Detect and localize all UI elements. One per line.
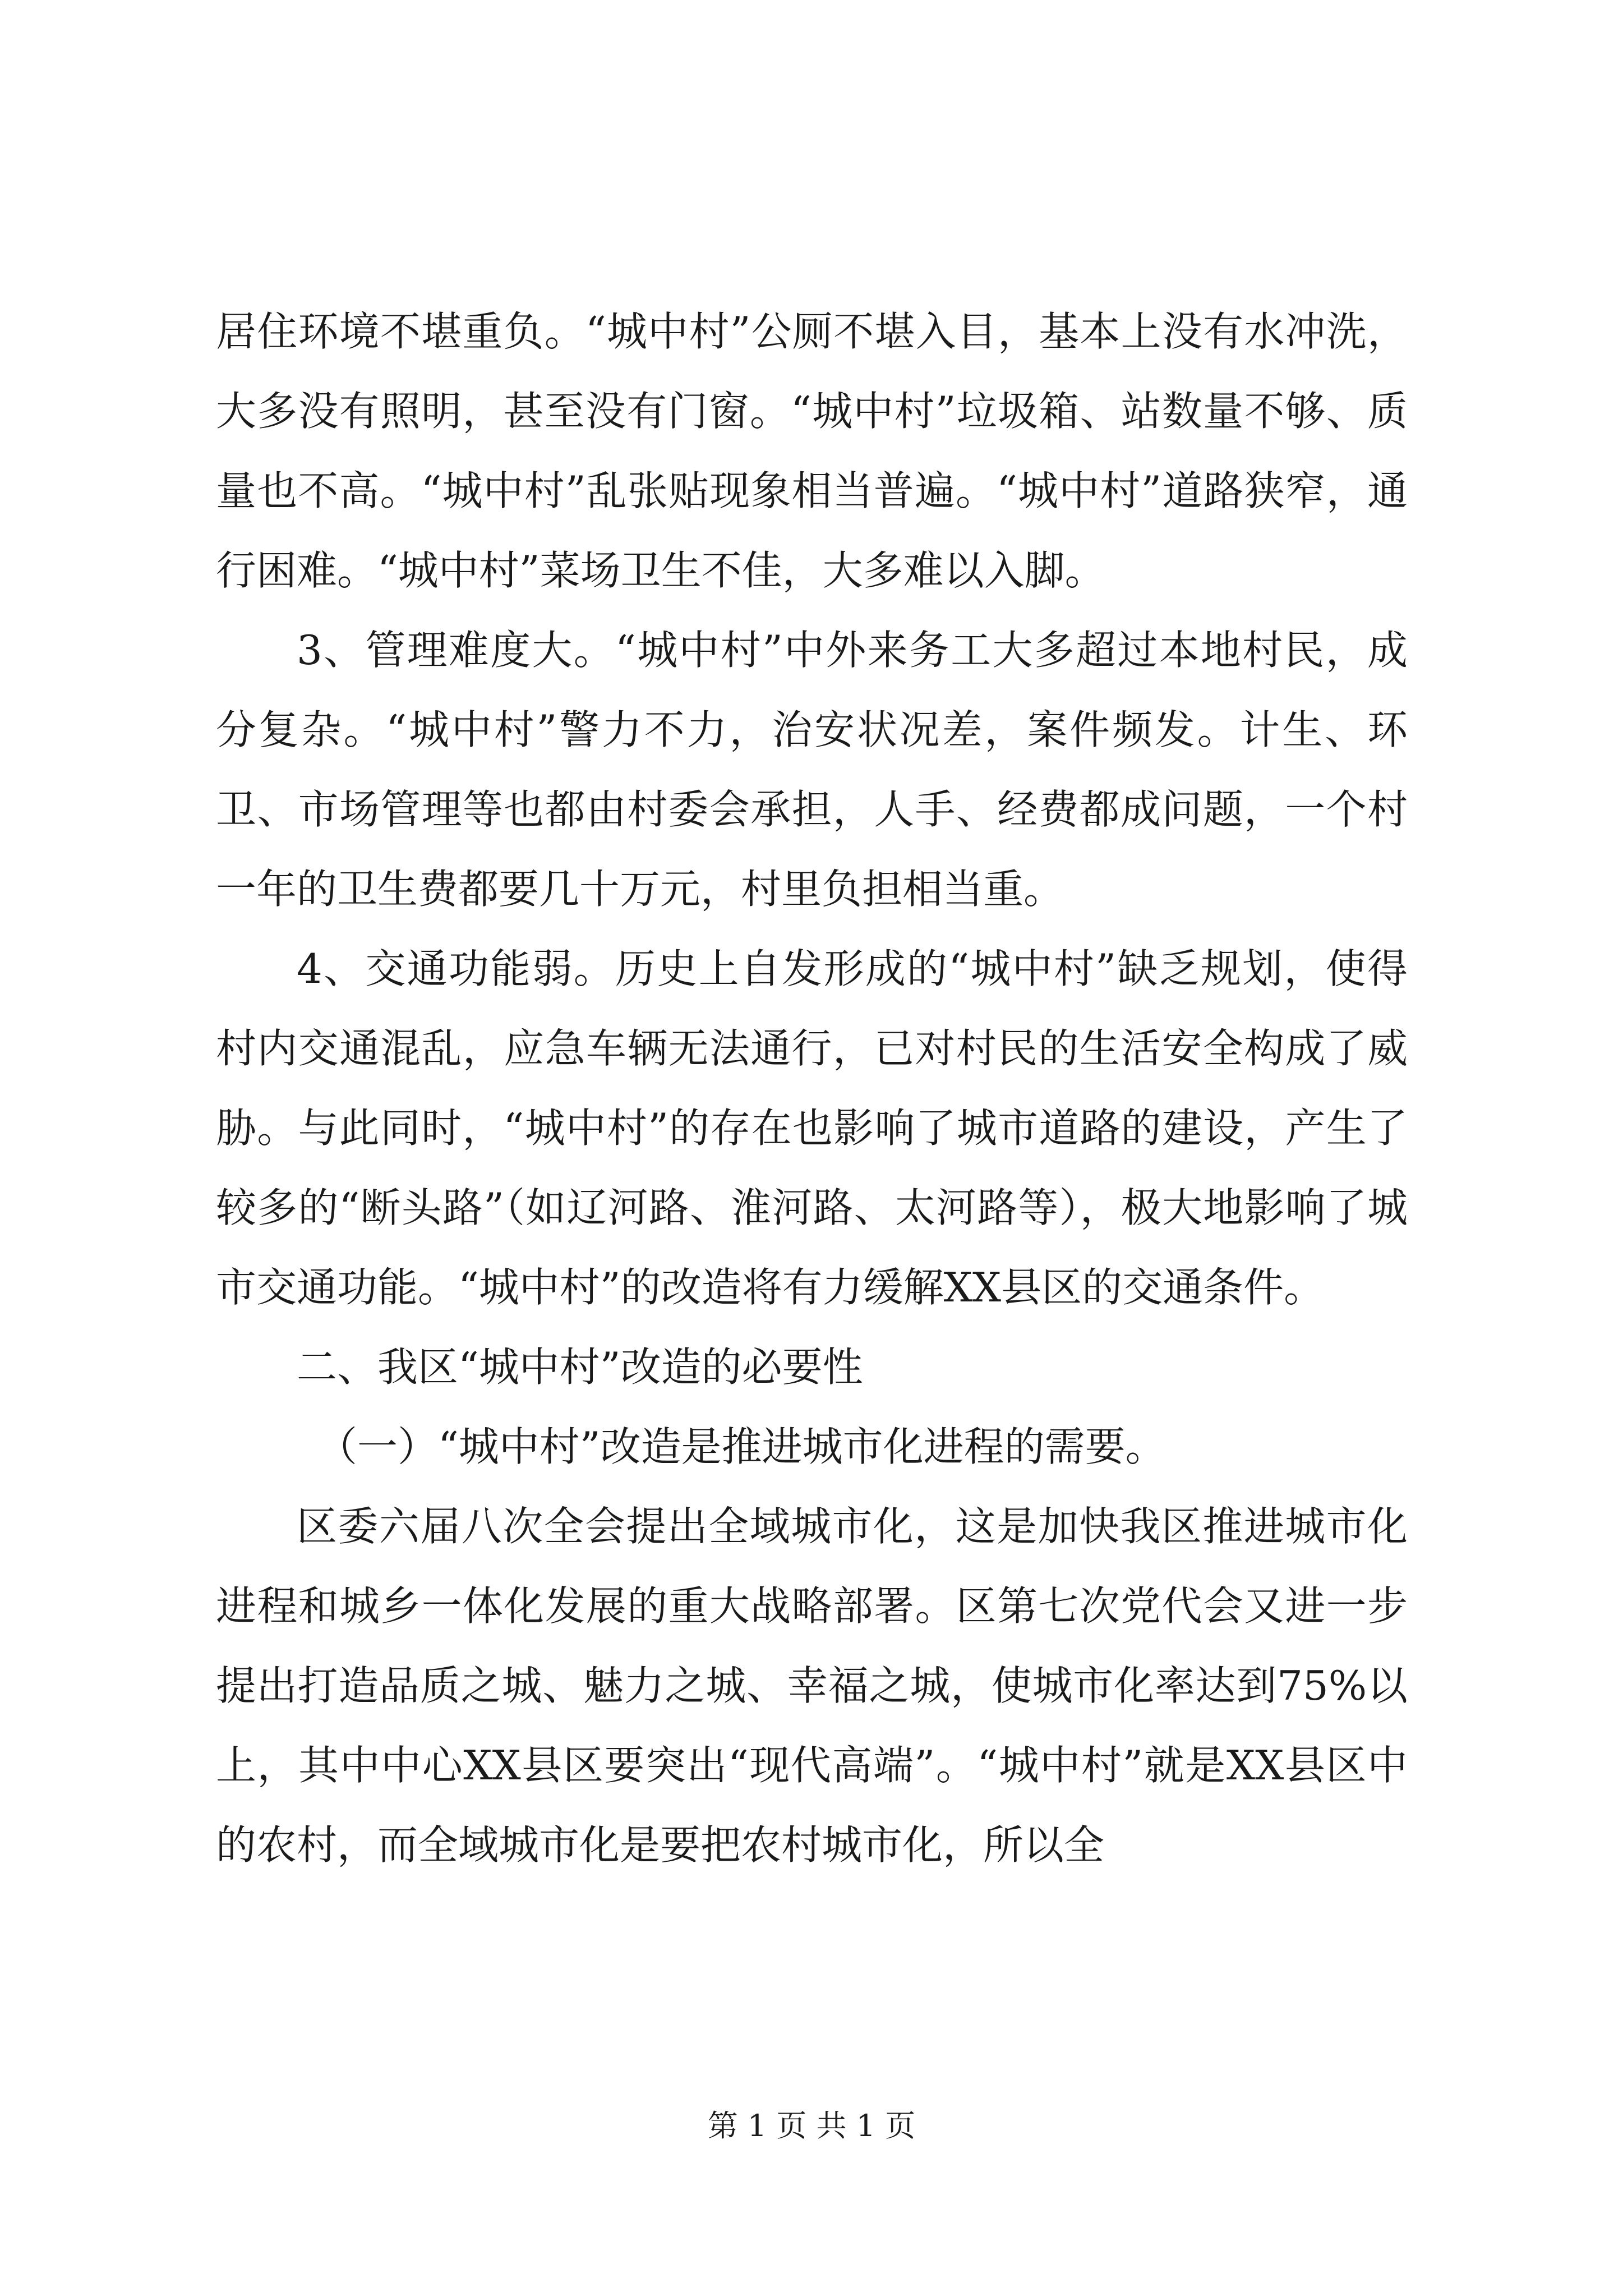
section-heading-necessity: 二、我区“城中村”改造的必要性 <box>297 1343 863 1391</box>
document-body <box>216 292 1408 1885</box>
paragraph-urbanization-strategy: 区委六届八次全会提出全域城市化，这是加快我区推进城市化进程和城乡一体化发展的重大战略部署。区第七次党代会又进一步提出打造品质之城、魅力之城、幸福之城，使城市化率达到75%以上，其中中心XX县区要突出“现代高端”。“城中村”就是XX县区中的农村，而全域城市化是要把农村城市化，所以全 <box>216 1503 1408 1869</box>
paragraph-living-environment: 居住环境不堪重负。“城中村”公厕不堪入目，基本上没有水冲洗，大多没有照明，甚至没有门窗。“城中村”垃圾箱、站数量不够、质量也不高。“城中村”乱张贴现象相当普遍。“城中村”道路狭窄，通行困难。“城中村”菜场卫生不佳，大多难以入脚。 <box>216 308 1408 594</box>
page-footer: 第 1 页 共 1 页 <box>707 2108 916 2143</box>
paragraph-traffic-function: 4、交通功能弱。历史上自发形成的“城中村”缺乏规划，使得村内交通混乱，应急车辆无法通行，已对村民的生活安全构成了威胁。与此同时，“城中村”的存在也影响了城市道路的建设，产生了较多的“断头路”（如辽河路、淮河路、太河路等），极大地影响了城市交通功能。“城中村”的改造将有力缓解XX县区的交通条件。 <box>216 945 1408 1311</box>
subsection-heading-urbanization: （一）“城中村”改造是推进城市化进程的需要。 <box>317 1423 1166 1470</box>
paragraph-management-difficulty: 3、管理难度大。“城中村”中外来务工大多超过本地村民，成分复杂。“城中村”警力不力，治安状况差，案件频发。计生、环卫、市场管理等也都由村委会承担，人手、经费都成问题，一个村一年的卫生费都要几十万元，村里负担相当重。 <box>216 627 1408 913</box>
